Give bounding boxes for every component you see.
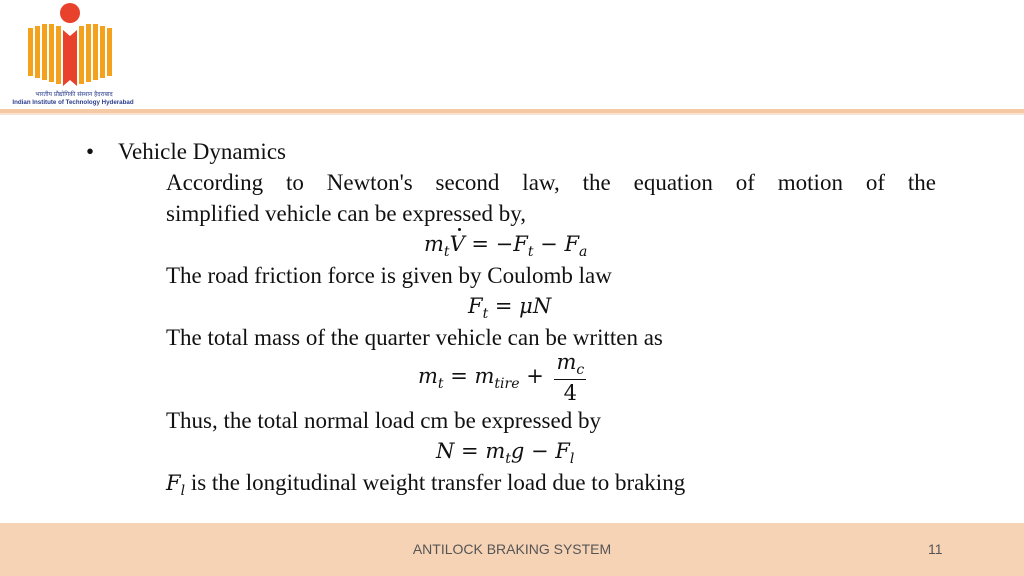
header-divider-light — [0, 113, 1024, 115]
mass-fraction: $\frac{m_c}{4}$ — [556, 350, 585, 405]
bullet-title: Vehicle Dynamics — [118, 139, 286, 164]
footer-title: ANTILOCK BRAKING SYSTEM — [412, 541, 612, 557]
paragraph-line-2: simplified vehicle can be expressed by, — [166, 201, 526, 226]
equation-normal-load: $N = m_tg - F_l$ — [436, 439, 575, 467]
equation-motion: $m_tV = -F_t - F_a$ — [424, 232, 588, 260]
iit-hyderabad-logo-icon — [20, 2, 120, 88]
logo-hindi-text: भारतीय प्रौद्योगिकी संस्थान हैदराबाद — [35, 91, 113, 98]
paragraph-line-1: According to Newton's second law, the equation of motion of the — [166, 170, 936, 195]
paragraph-line-4: The total mass of the quarter vehicle can be written as — [166, 325, 663, 350]
logo-english-text: Indian Institute of Technology Hyderabad — [12, 99, 134, 106]
equation-friction: $F_t = \mu N$ — [468, 294, 552, 322]
paragraph-line-3: The road friction force is given by Coulomb law — [166, 263, 612, 288]
paragraph-line-5: Thus, the total normal load cm be expressed by — [166, 408, 601, 433]
bullet-symbol: • — [86, 139, 95, 164]
institute-logo — [8, 2, 132, 110]
equation-total-mass: $m_t = m_{tire}$ + $\frac{m_c}{4}$ — [418, 350, 585, 405]
paragraph-line-6: $F_l$ is the longitudinal weight transfer load due to braking — [166, 470, 686, 499]
weight-transfer-symbol: $F_l$ — [166, 471, 186, 499]
page-number: 11 — [928, 541, 943, 557]
slide-footer — [0, 523, 1024, 576]
bullet-heading — [86, 139, 286, 165]
